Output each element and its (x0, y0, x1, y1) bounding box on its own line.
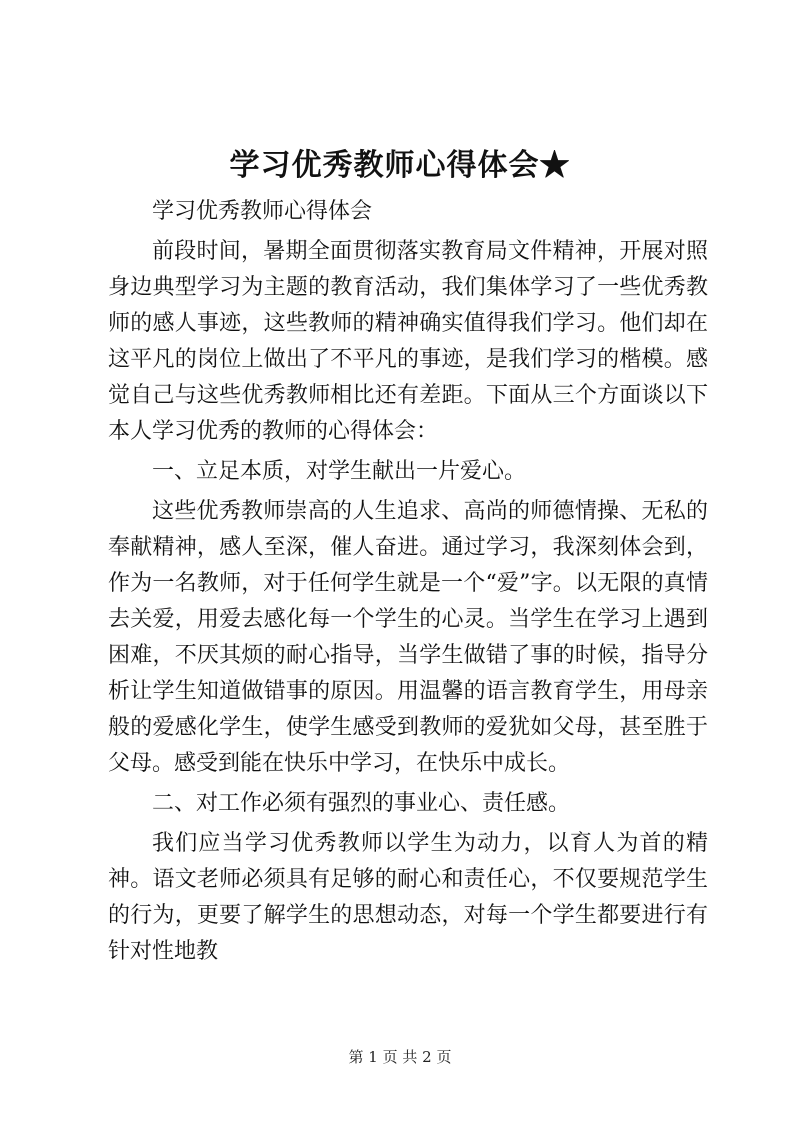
page-footer: 第 1 页 共 2 页 (348, 1048, 452, 1066)
section-heading-2: 二、对工作必须有强烈的事业心、责任感。 (152, 791, 571, 816)
body-paragraph: 我们应当学习优秀教师以学生为动力，以育人为首的精神。语文老师必须具有足够的耐心和责任心，不仅要规范学生的行为，更要了解学生的思想动态，对每一个学生都要进行有针对性地教 (108, 831, 708, 964)
subtitle-paragraph: 学习优秀教师心得体会 (152, 199, 373, 224)
intro-paragraph: 前段时间，暑期全面贯彻落实教育局文件精神，开展对照身边典型学习为主题的教育活动，我们集体学习了一些优秀教师的感人事迹，这些教师的精神确实值得我们学习。他们却在这平凡的岗位上做出了不平凡的事迹，是我们学习的楷模。感觉自己与这些优秀教师相比还有差距。下面从三个方面谈以下本人学习优秀的教师的心得体会： (108, 239, 708, 444)
page-title: 学习优秀教师心得体会★ (229, 148, 571, 183)
section-heading-1: 一、立足本质，对学生献出一片爱心。 (152, 459, 527, 484)
body-paragraph: 这些优秀教师崇高的人生追求、高尚的师德情操、无私的奉献精神，感人至深，催人奋进。通过学习，我深刻体会到，作为一名教师，对于任何学生就是一个“爱”字。以无限的真情去关爱，用爱去感化每一个学生的心灵。当学生在学习上遇到困难，不厌其烦的耐心指导，当学生做错了事的时候，指导分析让学生知道做错事的原因。用温馨的语言教育学生，用母亲般的爱感化学生，使学生感受到教师的爱犹如父母，甚至胜于父母。感受到能在快乐中学习，在快乐中成长。 (108, 499, 708, 776)
document-body (108, 194, 708, 970)
